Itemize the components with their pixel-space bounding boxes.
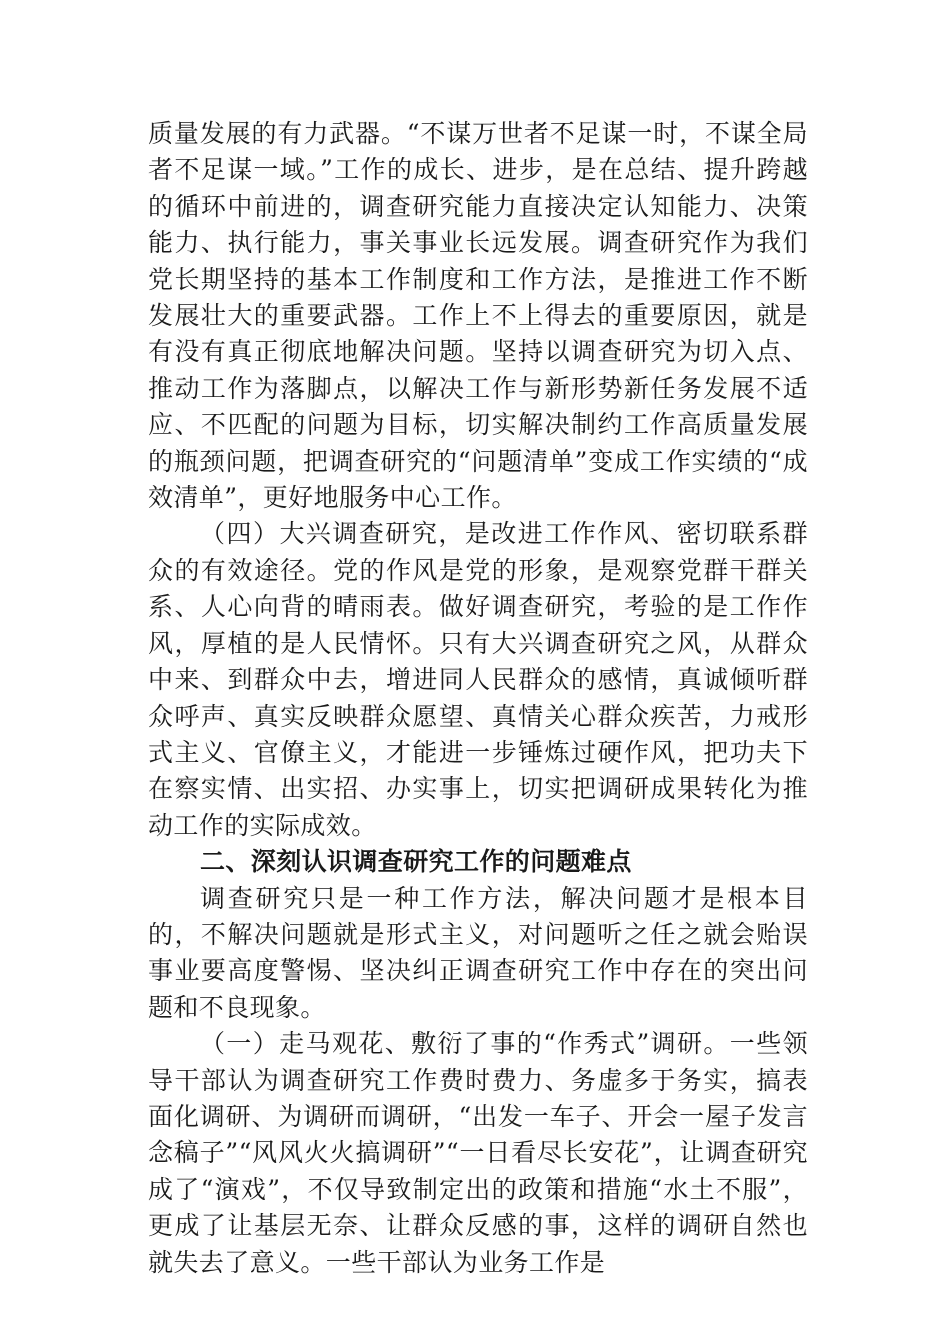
document-page	[148, 116, 808, 1281]
body-paragraph-4: （一）走马观花、敷衍了事的“作秀式”调研。一些领导干部认为调查研究工作费时费力、务虚多于务实，搞表面化调研、为调研而调研，“出发一车子、开会一屋子发言念稿子”“风风火火搞调研”“一日看尽长安花”，让调查研究成了“演戏”，不仅导致制定出的政策和措施“水土不服”，更成了让基层无奈、让群众反感的事，这样的调研自然也就失去了意义。一些干部认为业务工作是	[148, 1029, 808, 1277]
body-paragraph-1: 质量发展的有力武器。“不谋万世者不足谋一时，不谋全局者不足谋一域。”工作的成长、进步，是在总结、提升跨越的循环中前进的，调查研究能力直接决定认知能力、决策能力、执行能力，事关事业长远发展。调查研究作为我们党长期坚持的基本工作制度和工作方法，是推进工作不断发展壮大的重要武器。工作上不上得去的重要原因，就是有没有真正彻底地解决问题。坚持以调查研究为切入点、推动工作为落脚点，以解决工作与新形势新任务发展不适应、不匹配的问题为目标，切实解决制约工作高质量发展的瓶颈问题，把调查研究的“问题清单”变成工作实绩的“成效清单”，更好地服务中心工作。	[148, 119, 808, 513]
body-paragraph-2: （四）大兴调查研究，是改进工作作风、密切联系群众的有效途径。党的作风是党的形象，是观察党群干群关系、人心向背的晴雨表。做好调查研究，考验的是工作作风，厚植的是人民情怀。只有大兴调查研究之风，从群众中来、到群众中去，增进同人民群众的感情，真诚倾听群众呼声、真实反映群众愿望、真情关心群众疾苦，力戒形式主义、官僚主义，才能进一步锤炼过硬作风，把功夫下在察实情、出实招、办实事上，切实把调研成果转化为推动工作的实际成效。	[148, 519, 808, 840]
section-heading: 二、深刻认识调查研究工作的问题难点	[200, 847, 632, 877]
body-paragraph-3: 调查研究只是一种工作方法，解决问题才是根本目的，不解决问题就是形式主义，对问题听之任之就会贻误事业要高度警惕、坚决纠正调查研究工作中存在的突出问题和不良现象。	[148, 883, 808, 1022]
